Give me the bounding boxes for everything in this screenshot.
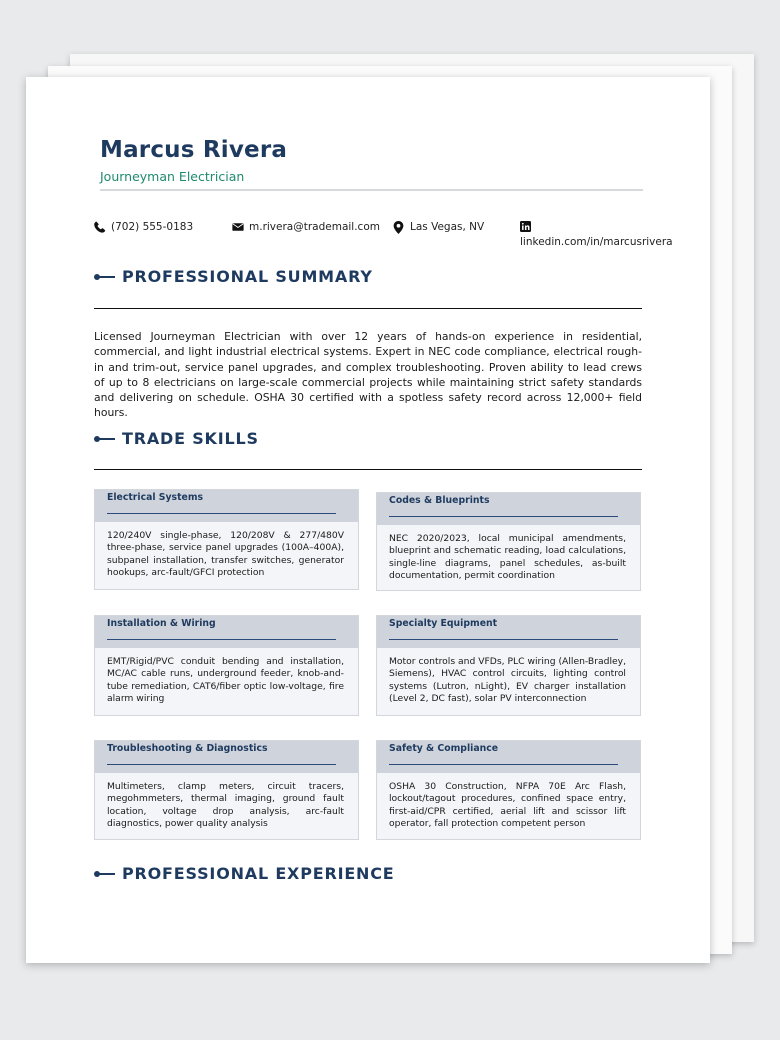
header-divider bbox=[100, 189, 643, 191]
contact-bar bbox=[94, 221, 673, 251]
summary-heading bbox=[94, 267, 373, 286]
skill-card-title-rule bbox=[107, 764, 336, 765]
skill-card-text: NEC 2020/2023, local municipal amendments, blueprint and schematic reading, load calculations, single-line diagrams, panel schedules, as-built documentation, permit coordination bbox=[389, 533, 626, 582]
skill-card-text: Multimeters, clamp meters, circuit tracers, megohmmeters, thermal imaging, ground fault location, voltage drop analysis, arc-fault diagnostics, power quality analysis bbox=[107, 781, 344, 830]
skill-card-text: OSHA 30 Construction, NFPA 70E Arc Flash, lockout/tagout procedures, confined space entry, first-aid/CPR certified, aerial lift and scissor lift operator, fall protection competent person bbox=[389, 781, 626, 830]
resume-page bbox=[26, 77, 710, 963]
skill-card-title-rule bbox=[107, 513, 336, 514]
skill-card-title: Safety & Compliance bbox=[389, 743, 499, 754]
skill-card-title-rule bbox=[389, 516, 618, 517]
skills-divider bbox=[94, 469, 642, 470]
skill-card-title: Specialty Equipment bbox=[389, 618, 498, 629]
skill-card-title-rule bbox=[389, 639, 618, 640]
skills-heading-label: TRADE SKILLS bbox=[122, 429, 259, 448]
skill-card-troubleshooting-diagnostics bbox=[94, 740, 359, 840]
skill-card-header bbox=[95, 616, 358, 648]
skill-card-header bbox=[95, 490, 358, 522]
summary-text: Licensed Journeyman Electrician with over 12 years of hands-on experience in residential, commercial, and light industrial electrical systems. Expert in NEC code compliance, electrical rough-in and trim-out, service panel upgrades, and complex troubleshooting. Proven ability to lead crews of up to 8 electricians on large-scale commercial projects while maintaining strict safety standards and delivering on schedule. OSHA 30 certified with a spotless safety record across 12,000+ field hours. bbox=[94, 330, 642, 420]
skill-card-safety-compliance bbox=[376, 740, 641, 840]
skill-card-title: Troubleshooting & Diagnostics bbox=[107, 743, 268, 754]
phone-text: (702) 555-0183 bbox=[111, 221, 194, 233]
section-marker-icon bbox=[94, 869, 116, 879]
experience-heading bbox=[94, 864, 395, 883]
candidate-name: Marcus Rivera bbox=[100, 137, 288, 163]
contact-email bbox=[232, 221, 380, 234]
skill-card-codes-blueprints bbox=[376, 492, 641, 591]
skill-card-header bbox=[377, 741, 640, 773]
skill-card-title-rule bbox=[107, 639, 336, 640]
skill-card-header bbox=[95, 741, 358, 773]
skill-card-title: Installation & Wiring bbox=[107, 618, 216, 629]
contact-phone bbox=[94, 221, 193, 234]
skill-card-text: Motor controls and VFDs, PLC wiring (Allen-Bradley, Siemens), HVAC control circuits, lighting control systems (Lutron, nLight), EV charger installation (Level 2, DC fast), solar PV interconnection bbox=[389, 656, 627, 705]
resume-header bbox=[100, 135, 643, 185]
skill-card-specialty-equipment bbox=[376, 615, 641, 716]
email-text: m.rivera@trademail.com bbox=[249, 221, 380, 233]
skill-card-title-rule bbox=[389, 764, 618, 765]
experience-heading-label: PROFESSIONAL EXPERIENCE bbox=[122, 864, 395, 883]
summary-heading-label: PROFESSIONAL SUMMARY bbox=[122, 267, 373, 286]
skill-card-title: Electrical Systems bbox=[107, 492, 204, 503]
skill-card-electrical-systems bbox=[94, 489, 359, 590]
linkedin-text[interactable]: linkedin.com/in/marcusrivera bbox=[520, 236, 673, 248]
map-pin-icon bbox=[393, 221, 406, 234]
linkedin-icon bbox=[520, 221, 533, 234]
skills-heading bbox=[94, 429, 259, 448]
skill-card-header bbox=[377, 493, 640, 525]
skill-card-text: 120/240V single-phase, 120/208V & 277/480V three-phase, service panel upgrades (100A–400A), subpanel installation, transfer switches, generator hookups, arc-fault/GFCI protection bbox=[107, 530, 344, 579]
skill-card-text: EMT/Rigid/PVC conduit bending and installation, MC/AC cable runs, underground feeder, knob-and-tube remediation, CAT6/fiber optic low-voltage, fire alarm wiring bbox=[107, 656, 344, 705]
section-marker-icon bbox=[94, 434, 116, 444]
skill-card-title: Codes & Blueprints bbox=[389, 495, 490, 506]
skill-card-installation-wiring bbox=[94, 615, 359, 716]
envelope-icon bbox=[232, 221, 245, 234]
location-text: Las Vegas, NV bbox=[410, 221, 485, 233]
contact-location bbox=[393, 221, 484, 234]
summary-divider bbox=[94, 308, 642, 309]
candidate-title: Journeyman Electrician bbox=[100, 169, 245, 184]
skill-card-header bbox=[377, 616, 640, 648]
contact-linkedin[interactable] bbox=[520, 221, 673, 248]
phone-icon bbox=[94, 221, 107, 234]
section-marker-icon bbox=[94, 272, 116, 282]
